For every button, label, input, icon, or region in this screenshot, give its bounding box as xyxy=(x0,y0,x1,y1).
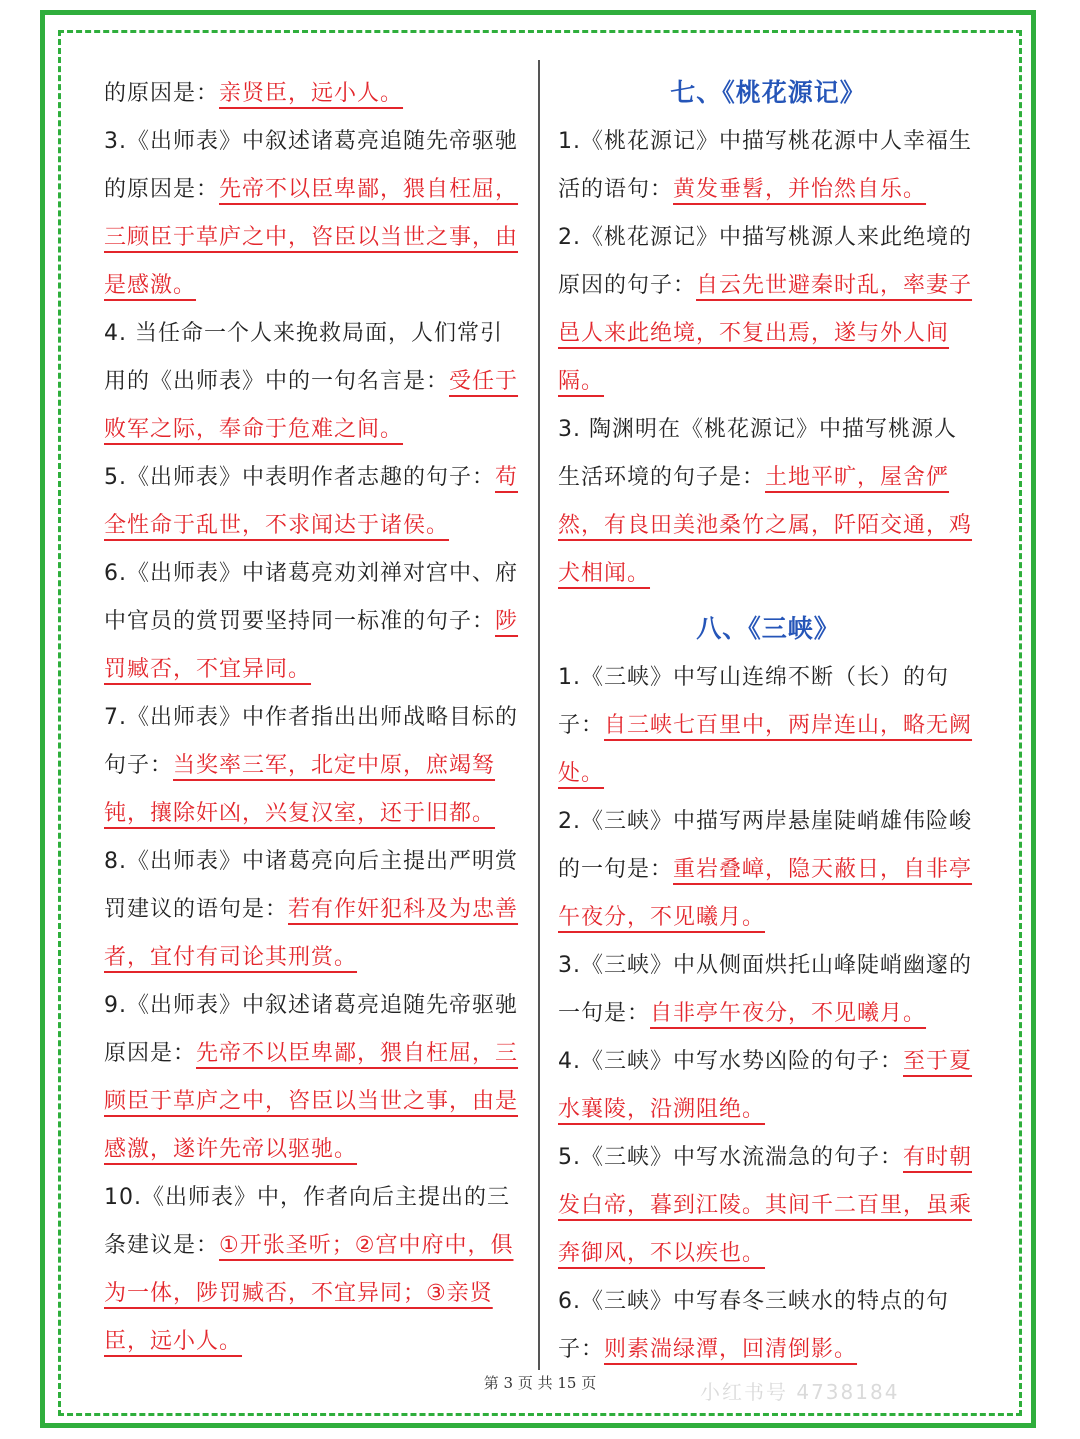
list-item: 的原因是：亲贤臣，远小人。 xyxy=(104,81,404,106)
section-heading-sanxia: 八、《三峡》 xyxy=(696,614,840,643)
left-column xyxy=(104,70,524,1366)
answer-text: 先帝不以臣卑鄙，猥自枉屈，三顾臣于草庐之中，咨臣以当世之事，由是感激，遂许先帝以驱驰。 xyxy=(104,1041,519,1162)
list-item: 3.《出师表》中叙述诸葛亮追随先帝驱驰的原因是：先帝不以臣卑鄙，猥自枉屈，三顾臣于草庐之中，咨臣以当世之事，由是感激。 xyxy=(104,129,519,298)
answer-text: 苟全性命于乱世，不求闻达于诸侯。 xyxy=(104,465,519,538)
answer-text: 亲贤臣，远小人。 xyxy=(219,81,404,106)
answer-text: 自云先世避秦时乱，率妻子邑人来此绝境，不复出焉，遂与外人间隔。 xyxy=(558,273,973,394)
list-item: 5.《三峡》中写水流湍急的句子：有时朝发白帝，暮到江陵。其间千二百里，虽乘奔御风，不以疾也。 xyxy=(558,1145,973,1266)
column-divider xyxy=(538,60,540,1370)
list-item: 3. 陶渊明在《桃花源记》中描写桃源人生活环境的句子是：土地平旷，屋舍俨然，有良田美池桑竹之属，阡陌交通，鸡犬相闻。 xyxy=(558,417,973,586)
right-column xyxy=(558,70,978,1374)
list-item: 4. 当任命一个人来挽救局面，人们常引用的《出师表》中的一句名言是：受任于败军之际，奉命于危难之间。 xyxy=(104,321,519,442)
list-item: 6.《出师表》中诸葛亮劝刘禅对宫中、府中官员的赏罚要坚持同一标准的句子：陟罚臧否，不宜异同。 xyxy=(104,561,519,682)
page-number: 第 3 页 共 15 页 xyxy=(483,1374,597,1392)
list-item: 6.《三峡》中写春冬三峡水的特点的句子：则素湍绿潭，回清倒影。 xyxy=(558,1289,949,1362)
list-item: 3.《三峡》中从侧面烘托山峰陡峭幽邃的一句是：自非亭午夜分，不见曦月。 xyxy=(558,953,972,1026)
list-item: 1.《桃花源记》中描写桃花源中人幸福生活的语句：黄发垂髫，并怡然自乐。 xyxy=(558,129,972,202)
answer-text: 当奖率三军，北定中原，庶竭驽钝，攘除奸凶，兴复汉室，还于旧都。 xyxy=(104,753,496,826)
answer-text: 黄发垂髫，并怡然自乐。 xyxy=(673,177,927,202)
answer-text: 若有作奸犯科及为忠善者，宜付有司论其刑赏。 xyxy=(104,897,519,970)
answer-text: 有时朝发白帝，暮到江陵。其间千二百里，虽乘奔御风，不以疾也。 xyxy=(558,1145,973,1266)
list-item: 7.《出师表》中作者指出出师战略目标的句子：当奖率三军，北定中原，庶竭驽钝，攘除奸凶，兴复汉室，还于旧都。 xyxy=(104,705,518,826)
list-item: 2.《三峡》中描写两岸悬崖陡峭雄伟险峻的一句是：重岩叠嶂，隐天蔽日，自非亭午夜分，不见曦月。 xyxy=(558,809,973,930)
list-item: 8.《出师表》中诸葛亮向后主提出严明赏罚建议的语句是：若有作奸犯科及为忠善者，宜付有司论其刑赏。 xyxy=(104,849,519,970)
answer-text: 先帝不以臣卑鄙，猥自枉屈，三顾臣于草庐之中，咨臣以当世之事，由是感激。 xyxy=(104,177,519,298)
answer-text: 重岩叠嶂，隐天蔽日，自非亭午夜分，不见曦月。 xyxy=(558,857,973,930)
answer-text: 则素湍绿潭，回清倒影。 xyxy=(604,1337,858,1362)
answer-text: 受任于败军之际，奉命于危难之间。 xyxy=(104,369,519,442)
section-heading-taohuayuanji: 七、《桃花源记》 xyxy=(670,78,866,107)
answer-text: 陟罚臧否，不宜异同。 xyxy=(104,609,519,682)
answer-text: 至于夏水襄陵，沿溯阻绝。 xyxy=(558,1049,973,1122)
list-item: 5.《出师表》中表明作者志趣的句子：苟全性命于乱世，不求闻达于诸侯。 xyxy=(104,465,519,538)
list-item: 10.《出师表》中，作者向后主提出的三条建议是：①开张圣听；②宫中府中，俱为一体，陟罚臧否，不宜异同；③亲贤臣，远小人。 xyxy=(104,1185,514,1354)
list-item: 4.《三峡》中写水势凶险的句子：至于夏水襄陵，沿溯阻绝。 xyxy=(558,1049,973,1122)
list-item: 1.《三峡》中写山连绵不断（长）的句子：自三峡七百里中，两岸连山，略无阙处。 xyxy=(558,665,973,786)
list-item: 2.《桃花源记》中描写桃源人来此绝境的原因的句子：自云先世避秦时乱，率妻子邑人来此绝境，不复出焉，遂与外人间隔。 xyxy=(558,225,973,394)
list-item: 9.《出师表》中叙述诸葛亮追随先帝驱驰原因是：先帝不以臣卑鄙，猥自枉屈，三顾臣于草庐之中，咨臣以当世之事，由是感激，遂许先帝以驱驰。 xyxy=(104,993,519,1162)
answer-text: 土地平旷，屋舍俨然，有良田美池桑竹之属，阡陌交通，鸡犬相闻。 xyxy=(558,465,973,586)
watermark: 小红书号 4738184 xyxy=(700,1380,900,1404)
answer-text: ①开张圣听；②宫中府中，俱为一体，陟罚臧否，不宜异同；③亲贤臣，远小人。 xyxy=(104,1233,514,1354)
answer-text: 自三峡七百里中，两岸连山，略无阙处。 xyxy=(558,713,973,786)
answer-text: 自非亭午夜分，不见曦月。 xyxy=(650,1001,927,1026)
